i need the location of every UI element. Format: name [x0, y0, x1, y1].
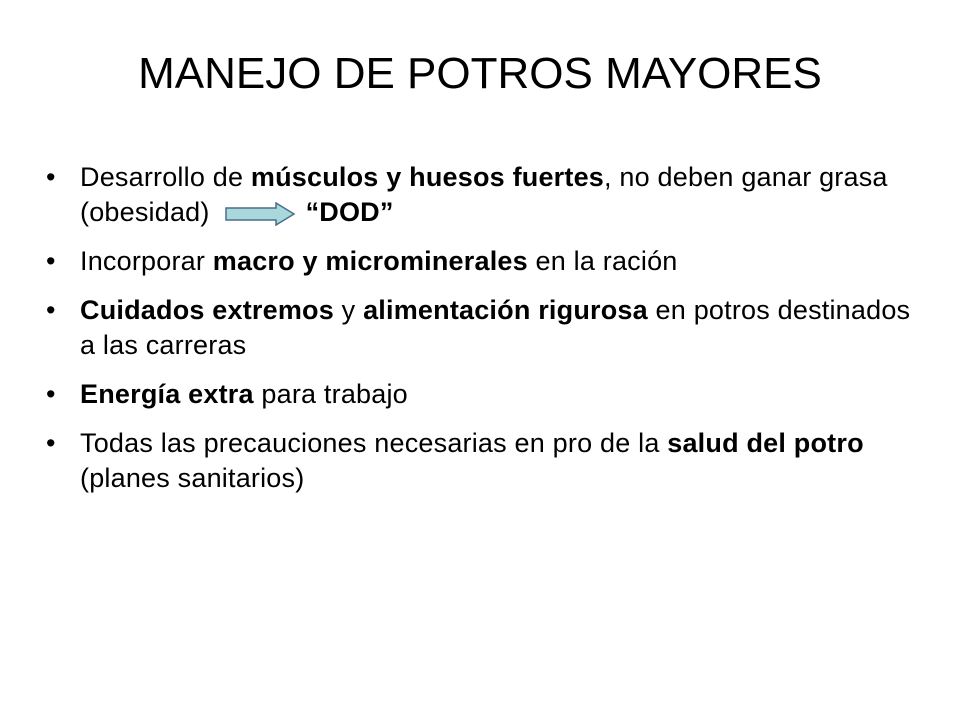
bullet-marker: • [46, 379, 56, 409]
bullet-emphasis-dod: “DOD” [305, 197, 394, 227]
bullet-emphasis: Energía extra [80, 379, 254, 409]
bullet-marker: • [46, 162, 56, 192]
bullet-item-care-feeding [46, 293, 926, 363]
bullet-text: , no deben ganar grasa (obesidad) [80, 162, 888, 227]
bullet-text: para trabajo [253, 379, 408, 409]
bullet-emphasis: músculos y huesos fuertes [250, 162, 605, 192]
bullet-item-minerals [46, 244, 926, 279]
bullet-marker: • [46, 295, 56, 325]
bullet-text: (planes sanitarios) [80, 463, 305, 493]
bullet-text: Incorporar [80, 246, 213, 276]
bullet-item-muscle-development [46, 160, 926, 230]
bullet-emphasis: salud del potro [667, 428, 864, 458]
right-arrow-icon [224, 200, 296, 224]
bullet-emphasis: alimentación rigurosa [363, 295, 648, 325]
slide-title: MANEJO DE POTROS MAYORES [138, 49, 822, 98]
bullet-text: en potros destinados a las carreras [80, 295, 911, 360]
bullet-text: Todas las precauciones necesarias en pro de la [80, 428, 668, 458]
bullet-item-extra-energy [46, 377, 926, 412]
bullet-emphasis: macro y microminerales [212, 246, 528, 276]
bullet-text: Desarrollo de [80, 162, 251, 192]
bullet-emphasis: Cuidados extremos [80, 295, 334, 325]
bullet-marker: • [46, 428, 56, 458]
bullet-text: y [333, 295, 364, 325]
bullet-marker: • [46, 246, 56, 276]
bullet-item-health-precautions [46, 426, 926, 496]
bullet-list [46, 160, 926, 510]
bullet-text: en la ración [527, 246, 678, 276]
